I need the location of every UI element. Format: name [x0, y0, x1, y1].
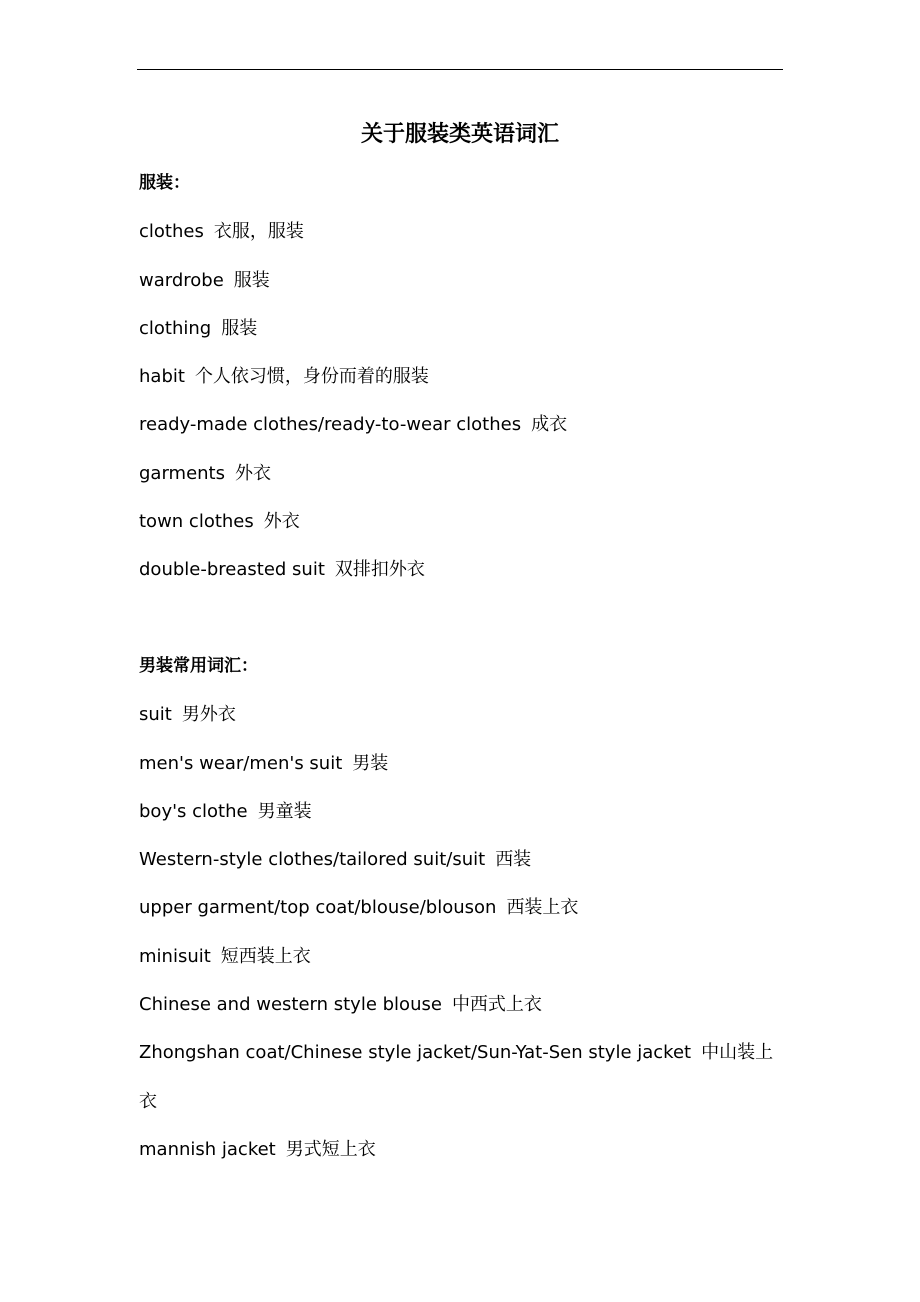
vocab-entry	[139, 795, 785, 843]
vocab-term: wardrobe	[139, 269, 224, 291]
vocab-entry	[139, 747, 785, 795]
vocab-meaning: 服装	[233, 269, 270, 291]
vocab-term: suit	[139, 704, 172, 726]
vocab-entry	[139, 408, 785, 456]
blank-line	[139, 602, 785, 650]
vocab-entry	[139, 264, 785, 312]
vocab-entry	[139, 215, 785, 263]
vocab-entry	[139, 505, 785, 553]
vocab-term: ready-made clothes/ready-to-wear clothes	[139, 414, 522, 436]
vocab-meaning: 服装	[221, 317, 258, 339]
vocab-meaning: 男童装	[257, 800, 312, 822]
vocab-meaning: 短西装上衣	[220, 945, 311, 967]
vocab-meaning: 男式短上衣	[285, 1138, 376, 1160]
vocab-term: upper garment/top coat/blouse/blouson	[139, 897, 497, 919]
vocab-entry	[139, 940, 785, 988]
vocab-entry	[139, 698, 785, 746]
vocab-term: men's wear/men's suit	[139, 752, 343, 774]
vocab-entry	[139, 312, 785, 360]
section-heading-menswear: 男装常用词汇：	[139, 655, 258, 676]
vocab-meaning: 西装	[495, 849, 532, 871]
vocab-term: mannish jacket	[139, 1138, 276, 1160]
vocab-term: clothing	[139, 317, 212, 339]
vocab-meaning: 个人依习惯，身份而着的服装	[194, 366, 429, 388]
vocab-term: habit	[139, 366, 185, 388]
vocab-meaning: 中山装上衣	[139, 1042, 774, 1112]
vocab-meaning: 中西式上衣	[451, 994, 542, 1016]
vocab-meaning: 男外衣	[181, 704, 236, 726]
vocab-term: town clothes	[139, 511, 254, 533]
vocab-entry	[139, 1029, 785, 1126]
vocab-term: garments	[139, 462, 225, 484]
vocab-meaning: 成衣	[531, 414, 568, 436]
page-title: 关于服装类英语词汇	[360, 122, 559, 147]
vocab-term: Chinese and western style blouse	[139, 994, 442, 1016]
vocab-term: clothes	[139, 221, 204, 243]
document-body	[139, 167, 785, 1181]
vocab-meaning: 衣服，服装	[213, 221, 304, 243]
vocab-meaning: 外衣	[235, 462, 271, 484]
vocab-term: boy's clothe	[139, 800, 248, 822]
vocab-entry	[139, 843, 785, 891]
vocab-term: minisuit	[139, 945, 211, 967]
vocab-entry	[139, 553, 785, 601]
vocab-entry	[139, 360, 785, 408]
vocab-term: Western-style clothes/tailored suit/suit	[139, 849, 486, 871]
vocab-entry	[139, 891, 785, 939]
vocab-meaning: 西装上衣	[506, 897, 579, 919]
vocab-term: Zhongshan coat/Chinese style jacket/Sun-Yat-Sen style jacket	[139, 1042, 692, 1064]
vocab-term: double-breasted suit	[139, 559, 325, 581]
header-rule	[137, 69, 783, 70]
vocab-entry	[139, 1133, 785, 1181]
vocab-entry	[139, 457, 785, 505]
vocab-meaning: 外衣	[263, 511, 300, 533]
vocab-meaning: 双排扣外衣	[334, 559, 425, 581]
section-heading-clothing: 服装：	[139, 173, 190, 193]
vocab-meaning: 男装	[352, 752, 389, 774]
